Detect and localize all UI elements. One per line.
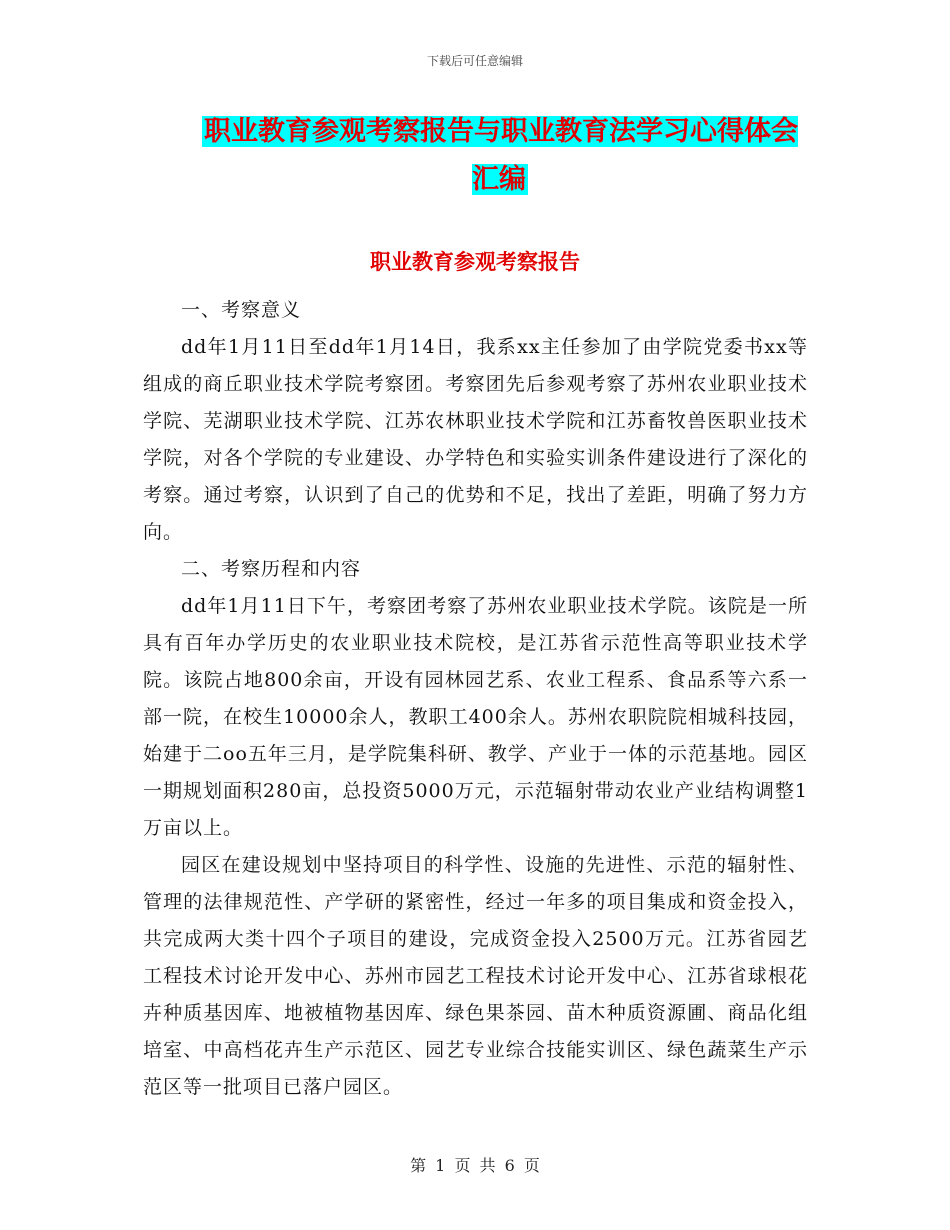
document-body <box>143 292 808 1106</box>
document-title-text: 职业教育参观考察报告与职业教育法学习心得体会汇编 <box>204 116 798 195</box>
page-footer: 第 1 页 共 6 页 <box>410 1156 540 1175</box>
header-note: 下载后可任意编辑 <box>426 54 523 68</box>
section-title: 职业教育参观考察报告 <box>370 250 580 274</box>
section-heading-2: 二、考察历程和内容 <box>181 558 362 580</box>
document-title <box>190 108 810 204</box>
paragraph-3: 园区在建设规划中坚持项目的科学性、设施的先进性、示范的辐射性、管理的法律规范性、产学研的紧密性，经过一年多的项目集成和资金投入，共完成两大类十四个子项目的建设，完成资金投入2500万元。江苏省园艺工程技术讨论开发中心、苏州市园艺工程技术讨论开发中心、江苏省球根花卉种质基因库、地被植物基因库、绿色果茶园、苗木种质资源圃、商品化组培室、中高档花卉生产示范区、园艺专业综合技能实训区、绿色蔬菜生产示范区等一批项目已落户园区。 <box>143 854 808 1098</box>
section-heading-1: 一、考察意义 <box>181 299 302 321</box>
paragraph-1: dd年1月11日至dd年1月14日，我系xx主任参加了由学院党委书xx等组成的商丘职业技术学院考察团。考察团先后参观考察了苏州农业职业技术学院、芜湖职业技术学院、江苏农林职业技术学院和江苏畜牧兽医职业技术学院，对各个学院的专业建设、办学特色和实验实训条件建设进行了深化的考察。通过考察，认识到了自己的优势和不足，找出了差距，明确了努力方向。 <box>143 336 808 543</box>
paragraph-2: dd年1月11日下午，考察团考察了苏州农业职业技术学院。该院是一所具有百年办学历史的农业职业技术院校，是江苏省示范性高等职业技术学院。该院占地800余亩，开设有园林园艺系、农业工程系、食品系等六系一部一院，在校生10000余人，教职工400余人。苏州农职院院相城科技园，始建于二oo五年三月，是学院集科研、教学、产业于一体的示范基地。园区一期规划面积280亩，总投资5000万元，示范辐射带动农业产业结构调整1万亩以上。 <box>143 595 808 839</box>
